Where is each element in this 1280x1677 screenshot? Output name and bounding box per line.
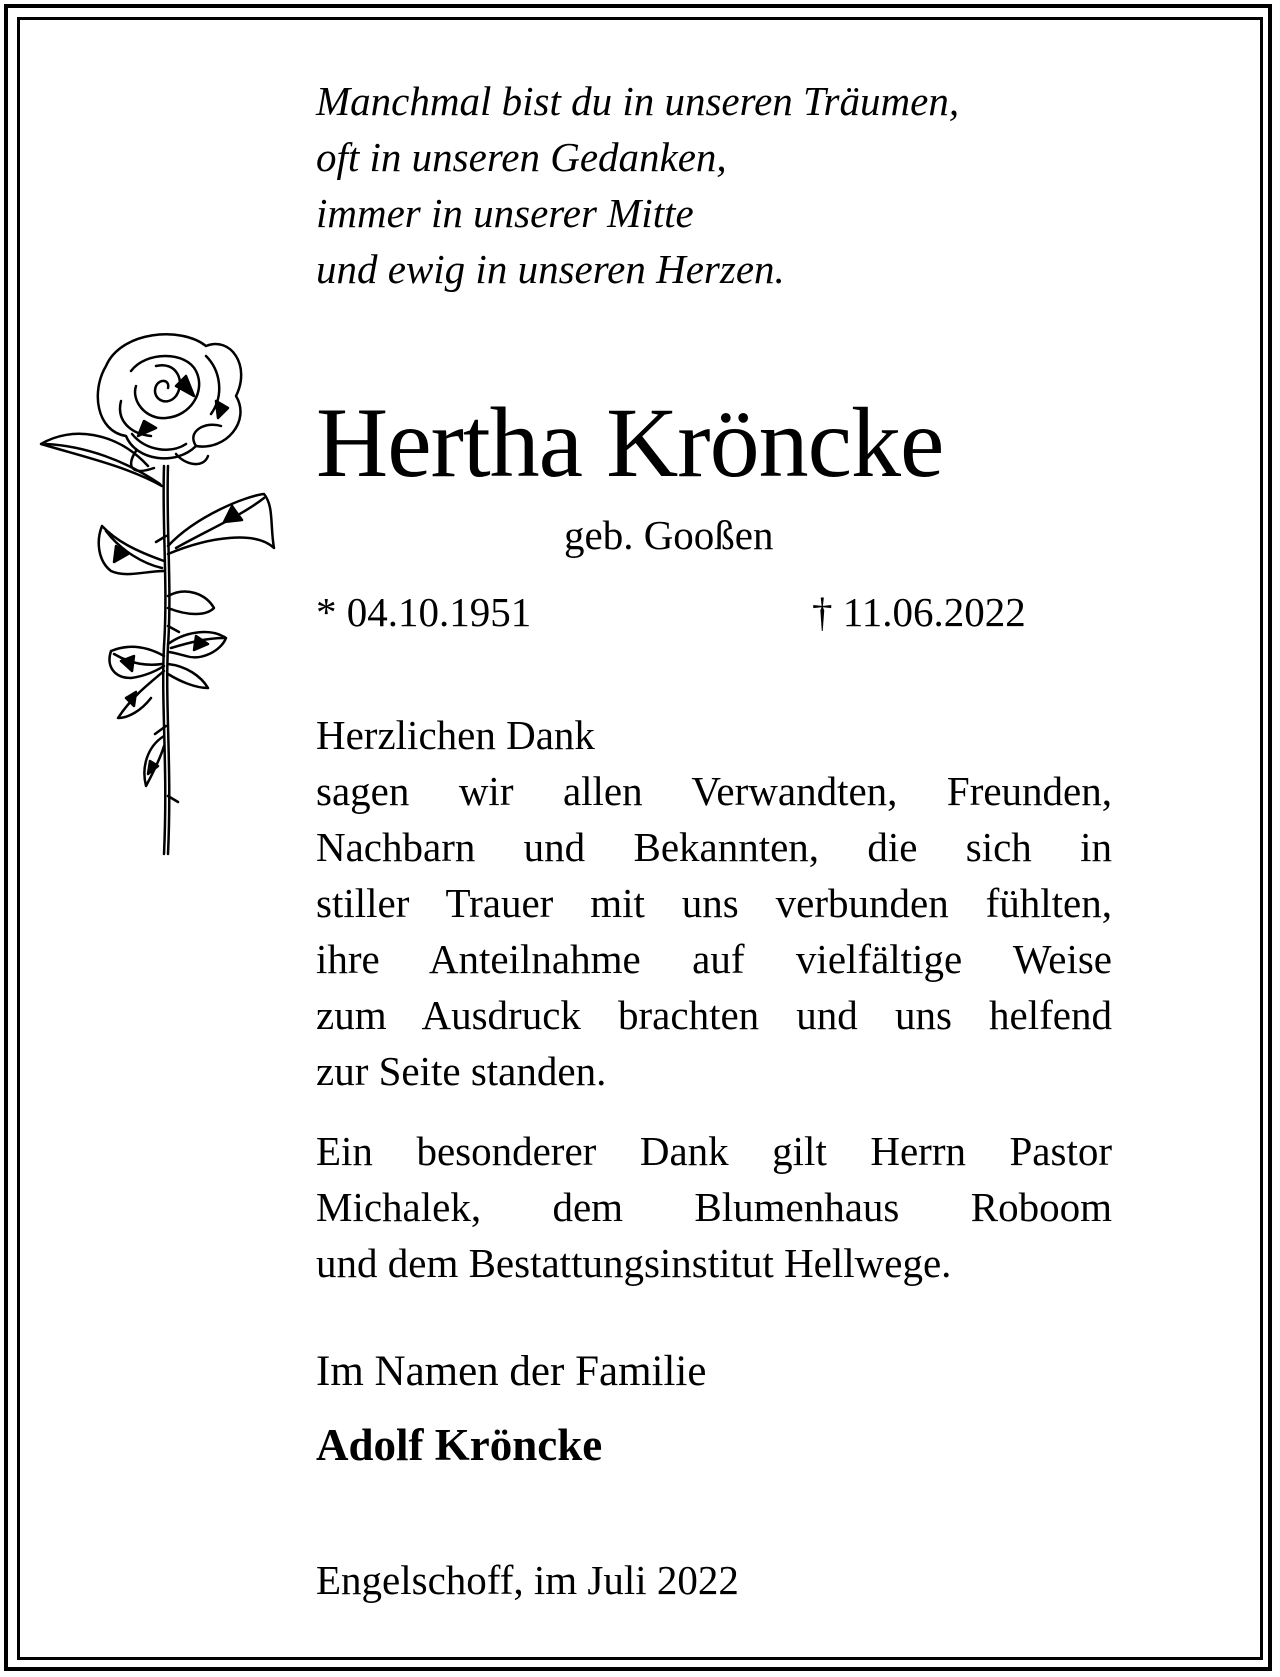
special-thanks-line: Ein besonderer Dank gilt Herrn Pastor <box>316 1128 1112 1174</box>
poem <box>316 73 959 297</box>
death-date: † 11.06.2022 <box>812 589 1026 635</box>
thanks-paragraph <box>316 707 1112 1099</box>
special-thanks-line: und dem Bestattungsinstitut Hellwege. <box>316 1240 952 1286</box>
rose-icon <box>36 326 296 856</box>
thanks-line: Herzlichen Dank <box>316 712 595 758</box>
thanks-line: sagen wir allen Verwandten, Freunden, <box>316 768 1112 814</box>
poem-line: und ewig in unseren Herzen. <box>316 246 785 292</box>
thanks-line: stiller Trauer mit uns verbunden fühlten, <box>316 880 1112 926</box>
special-thanks-paragraph <box>316 1123 1112 1291</box>
maiden-name: geb. Gooßen <box>564 512 774 558</box>
deceased-name: Hertha Kröncke <box>316 387 944 498</box>
place-date: Engelschoff, im Juli 2022 <box>316 1557 739 1603</box>
birth-date: * 04.10.1951 <box>316 589 532 635</box>
signer-name: Adolf Kröncke <box>316 1420 603 1470</box>
poem-line: oft in unseren Gedanken, <box>316 134 727 180</box>
thanks-line: ihre Anteilnahme auf vielfältige Weise <box>316 936 1112 982</box>
special-thanks-line: Michalek, dem Blumenhaus Roboom <box>316 1184 1112 1230</box>
thanks-line: zur Seite standen. <box>316 1048 607 1094</box>
thanks-line: Nachbarn und Bekannten, die sich in <box>316 824 1112 870</box>
family-line: Im Namen der Familie <box>316 1348 707 1395</box>
thanks-line: zum Ausdruck brachten und uns helfend <box>316 992 1112 1038</box>
poem-line: Manchmal bist du in unseren Träumen, <box>316 78 960 124</box>
poem-line: immer in unserer Mitte <box>316 190 694 236</box>
